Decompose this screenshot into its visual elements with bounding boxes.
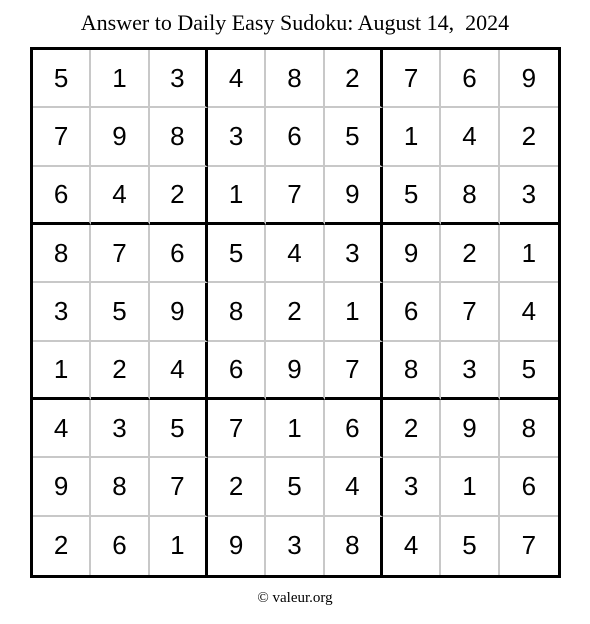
- sudoku-cell-r3-c9: 3: [500, 167, 558, 225]
- sudoku-cell-r2-c3: 8: [150, 108, 208, 166]
- sudoku-cell-r9-c3: 1: [150, 517, 208, 575]
- sudoku-cell-r8-c3: 7: [150, 458, 208, 516]
- sudoku-cell-r1-c9: 9: [500, 50, 558, 108]
- sudoku-cell-r1-c5: 8: [266, 50, 324, 108]
- sudoku-cell-r1-c1: 5: [33, 50, 91, 108]
- sudoku-cell-r4-c7: 9: [383, 225, 441, 283]
- sudoku-cell-r7-c1: 4: [33, 400, 91, 458]
- sudoku-cell-r5-c9: 4: [500, 283, 558, 341]
- sudoku-cell-r1-c2: 1: [91, 50, 149, 108]
- sudoku-cell-r4-c1: 8: [33, 225, 91, 283]
- sudoku-cell-r5-c1: 3: [33, 283, 91, 341]
- sudoku-cell-r5-c8: 7: [441, 283, 499, 341]
- sudoku-cell-r9-c7: 4: [383, 517, 441, 575]
- sudoku-cell-r7-c3: 5: [150, 400, 208, 458]
- sudoku-cell-r2-c6: 5: [325, 108, 383, 166]
- sudoku-cell-r7-c7: 2: [383, 400, 441, 458]
- sudoku-cell-r5-c5: 2: [266, 283, 324, 341]
- sudoku-cell-r4-c5: 4: [266, 225, 324, 283]
- sudoku-cell-r9-c1: 2: [33, 517, 91, 575]
- sudoku-cell-r6-c3: 4: [150, 342, 208, 400]
- sudoku-cell-r8-c1: 9: [33, 458, 91, 516]
- sudoku-cell-r6-c1: 1: [33, 342, 91, 400]
- sudoku-cell-r7-c5: 1: [266, 400, 324, 458]
- sudoku-cell-r1-c7: 7: [383, 50, 441, 108]
- sudoku-cell-r2-c5: 6: [266, 108, 324, 166]
- sudoku-cell-r5-c3: 9: [150, 283, 208, 341]
- sudoku-cell-r9-c8: 5: [441, 517, 499, 575]
- sudoku-cell-r5-c7: 6: [383, 283, 441, 341]
- sudoku-cell-r8-c8: 1: [441, 458, 499, 516]
- sudoku-cell-r6-c9: 5: [500, 342, 558, 400]
- sudoku-cell-r9-c6: 8: [325, 517, 383, 575]
- sudoku-cell-r3-c6: 9: [325, 167, 383, 225]
- puzzle-title: Answer to Daily Easy Sudoku: August 14, 2024: [80, 10, 510, 35]
- sudoku-cell-r4-c6: 3: [325, 225, 383, 283]
- sudoku-cell-r6-c5: 9: [266, 342, 324, 400]
- sudoku-cell-r5-c6: 1: [325, 283, 383, 341]
- sudoku-cell-r5-c4: 8: [208, 283, 266, 341]
- sudoku-cell-r3-c5: 7: [266, 167, 324, 225]
- sudoku-cell-r8-c9: 6: [500, 458, 558, 516]
- sudoku-cell-r8-c4: 2: [208, 458, 266, 516]
- sudoku-cell-r8-c2: 8: [91, 458, 149, 516]
- sudoku-cell-r2-c9: 2: [500, 108, 558, 166]
- sudoku-cell-r1-c6: 2: [325, 50, 383, 108]
- sudoku-cell-r9-c9: 7: [521, 530, 537, 561]
- sudoku-cell-r2-c4: 3: [208, 108, 266, 166]
- sudoku-cell-r4-c3: 6: [150, 225, 208, 283]
- sudoku-cell-r6-c7: 8: [383, 342, 441, 400]
- sudoku-cell-r9-c2: 6: [91, 517, 149, 575]
- sudoku-cell-r3-c4: 1: [208, 167, 266, 225]
- sudoku-cell-r2-c8: 4: [441, 108, 499, 166]
- sudoku-cell-r7-c9: 8: [500, 400, 558, 458]
- copyright-footer: © valeur.org: [257, 590, 333, 606]
- sudoku-cell-r3-c2: 4: [91, 167, 149, 225]
- sudoku-cell-r6-c2: 2: [91, 342, 149, 400]
- sudoku-cell-r5-c2: 5: [91, 283, 149, 341]
- sudoku-cell-r4-c8: 2: [441, 225, 499, 283]
- sudoku-cell-r1-c3: 3: [150, 50, 208, 108]
- sudoku-cell-r3-c3: 2: [150, 167, 208, 225]
- sudoku-cell-r6-c4: 6: [208, 342, 266, 400]
- sudoku-cell-r8-c7: 3: [383, 458, 441, 516]
- sudoku-cell-r6-c8: 3: [441, 342, 499, 400]
- sudoku-cell-r9-c4: 9: [208, 517, 266, 575]
- sudoku-board: [30, 47, 561, 578]
- sudoku-cell-r1-c8: 6: [441, 50, 499, 108]
- sudoku-cell-r8-c6: 4: [325, 458, 383, 516]
- sudoku-cell-r7-c2: 3: [91, 400, 149, 458]
- sudoku-cell-r7-c8: 9: [441, 400, 499, 458]
- sudoku-cell-r2-c7: 1: [383, 108, 441, 166]
- sudoku-cell-r6-c6: 7: [325, 342, 383, 400]
- sudoku-cell-r3-c7: 5: [383, 167, 441, 225]
- sudoku-cell-r1-c4: 4: [208, 50, 266, 108]
- sudoku-cell-r9-c5: 3: [266, 517, 324, 575]
- sudoku-cell-r3-c1: 6: [33, 167, 91, 225]
- sudoku-cell-r4-c4: 5: [208, 225, 266, 283]
- sudoku-cell-r7-c6: 6: [325, 400, 383, 458]
- sudoku-cell-r7-c4: 7: [208, 400, 266, 458]
- sudoku-cell-r4-c9: 1: [500, 225, 558, 283]
- sudoku-cell-r3-c8: 8: [441, 167, 499, 225]
- sudoku-cell-r2-c1: 7: [33, 108, 91, 166]
- sudoku-cell-r8-c5: 5: [266, 458, 324, 516]
- sudoku-cell-r4-c2: 7: [91, 225, 149, 283]
- sudoku-cell-r2-c2: 9: [91, 108, 149, 166]
